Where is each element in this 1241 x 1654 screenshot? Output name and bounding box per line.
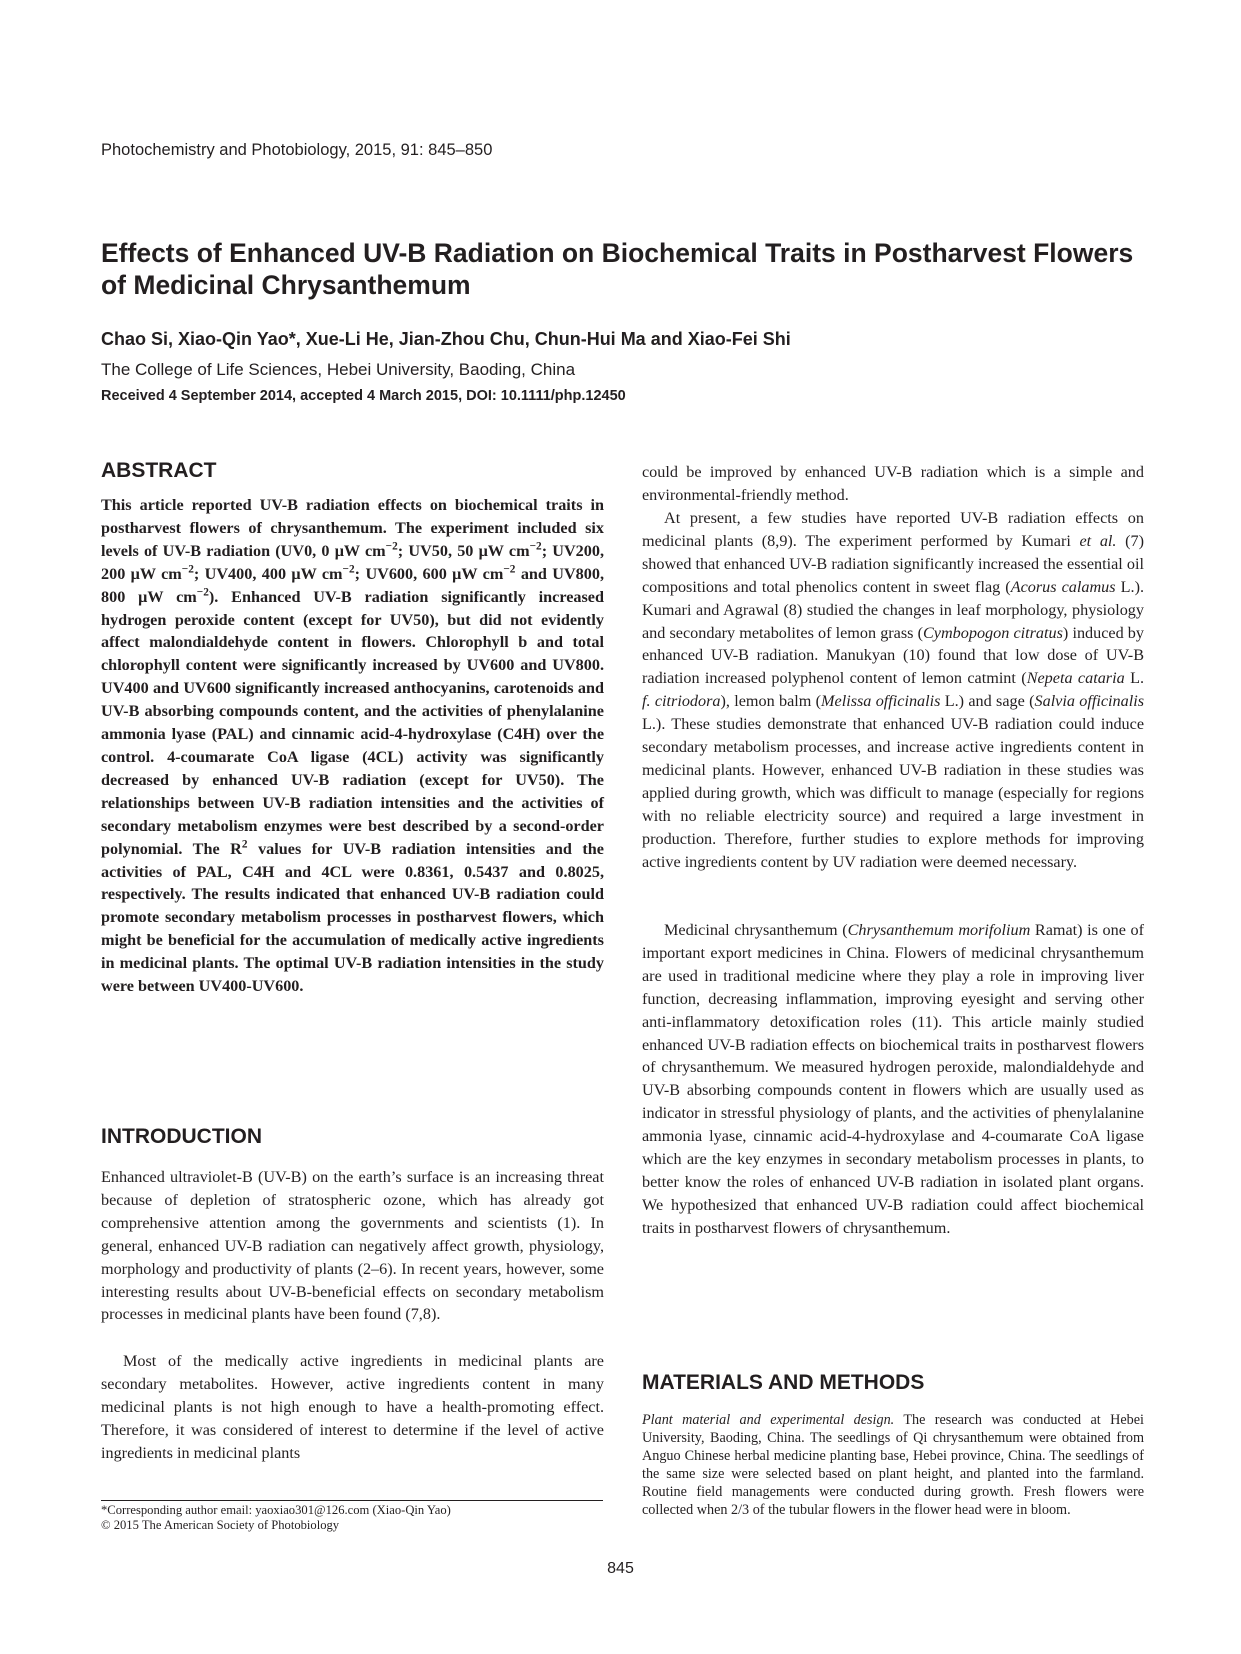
received-dates-doi: Received 4 September 2014, accepted 4 March 2015, DOI: 10.1111/php.12450 [101, 388, 626, 404]
article-title: Effects of Enhanced UV-B Radiation on Biochemical Traits in Postharvest Flowers of Medicinal Chrysanthemum [101, 238, 1134, 300]
methods-heading: MATERIALS AND METHODS [642, 1371, 925, 1394]
intro-paragraph-4: Medicinal chrysanthemum (Chrysanthemum morifolium Ramat) is one of important export medicines in China. Flowers of medicinal chrysanthemum are used in traditional medicine where they play a role in improving liver function, decreasing inflammation, improving eyesight and serving other anti-inflammatory detoxification roles (11). This article mainly studied enhanced UV-B radiation effects on biochemical traits in postharvest flowers of chrysanthemum. We measured hydrogen peroxide, malondialdehyde and UV-B absorbing compounds content in flowers which are usually used as indicator in stressful physiology of plants, and the activities of phenylalanine ammonia lyase, cinnamic acid-4-hydroxylase and 4-coumarate CoA ligase which are the key enzymes in secondary metabolism processes in plants, to better know the roles of enhanced UV-B radiation in isolated plant organs. We hypothesized that enhanced UV-B radiation could affect biochemical traits in postharvest flowers of chrysanthemum. [642, 921, 1144, 1237]
author-list: Chao Si, Xiao-Qin Yao*, Xue-Li He, Jian-Zhou Chu, Chun-Hui Ma and Xiao-Fei Shi [101, 329, 791, 349]
copyright-note: © 2015 The American Society of Photobiology [101, 1518, 340, 1532]
abstract-text: This article reported UV-B radiation effects on biochemical traits in postharvest flowers of chrysanthemum. The experiment included six levels of UV-B radiation (UV0, 0 μW $cm^{-2}$; UV50, 50 μW $cm^{-2}$; UV200, 200 μW $cm^{-2}$; UV400, 400 μW $cm^{-2}$; UV600, 600 μW $cm^{-2}$ and UV800, 800 μW $cm^{-2}$). Enhanced UV-B radiation significantly increased hydrogen peroxide content (except for UV50), but did not evidently affect malondialdehyde content in flowers. Chlorophyll b and total chlorophyll content were significantly increased by UV600 and UV800. UV400 and UV600 significantly increased anthocyanins, carotenoids and UV-B absorbing compounds content, and the activities of phenylalanine ammonia lyase (PAL) and cinnamic acid-4-hydroxylase (C4H) over the control. 4-coumarate CoA ligase (4CL) activity was significantly decreased by enhanced UV-B radiation (except for UV50). The relationships between UV-B radiation intensities and the activities of secondary metabolism enzymes were best described by a second-order polynomial. The $R^2$ values for UV-B radiation intensities and the activities of PAL, C4H and 4CL were 0.8361, 0.5437 and 0.8025, respectively. The results indicated that enhanced UV-B radiation could promote secondary metabolism processes in postharvest flowers, which might be beneficial for the accumulation of medically active ingredients in medicinal plants. The optimal UV-B radiation intensities in the study were between UV400-UV600. [101, 496, 605, 996]
introduction-heading: INTRODUCTION [101, 1125, 262, 1148]
journal-citation: Photochemistry and Photobiology, 2015, 91: 845–850 [101, 141, 493, 159]
affiliation: The College of Life Sciences, Hebei University, Baoding, China [101, 360, 576, 379]
abstract-heading: ABSTRACT [101, 459, 217, 482]
page-number: 845 [607, 1560, 634, 1577]
footnote-divider [101, 1500, 603, 1501]
footnote [101, 1503, 604, 1533]
methods-paragraph: Plant material and experimental design. The research was conducted at Hebei University, Baoding, China. The seedlings of Qi chrysanthemum were obtained from Anguo Chinese herbal medicine planting base, Hebei province, China. The seedlings of the same size were selected based on plant height, and planted into the farmland. Routine field managements were conducted during growth. Fresh flowers were collected when 2/3 of the tubular flowers in the flower head were in bloom. [642, 1412, 1144, 1519]
intro-paragraph-2: Most of the medically active ingredients in medicinal plants are secondary metabolites. However, active ingredients content in many medicinal plants is not high enough to have a health-promoting effect. Therefore, it was considered of interest to determine if the level of active ingredients in medicinal plants [101, 1352, 604, 1462]
methods-subheading: Plant material and experimental design. [642, 1412, 895, 1428]
intro-paragraph-3: At present, a few studies have reported UV-B radiation effects on medicinal plants (8,9). The experiment performed by Kumari et al. (7) showed that enhanced UV-B radiation significantly increased the essential oil compositions and total phenolics content in sweet flag (Acorus calamus L.). Kumari and Agrawal (8) studied the changes in leaf morphology, physiology and secondary metabolites of lemon grass (Cymbopogon citratus) induced by enhanced UV-B radiation. Manukyan (10) found that low dose of UV-B radiation increased polyphenol content of lemon catmint (Nepeta cataria L. f. citriodora), lemon balm (Melissa officinalis L.) and sage (Salvia officinalis L.). These studies demonstrate that enhanced UV-B radiation could induce secondary metabolism processes, and increase active ingredients content in medicinal plants. However, enhanced UV-B radiation in these studies was applied during growth, which was difficult to manage (especially for regions with no reliable electricity source) and required a large investment in production. Therefore, further studies to explore methods for improving active ingredients content by UV radiation were deemed necessary. [642, 509, 1145, 871]
corresponding-author-note: *Corresponding author email: yaoxiao301@126.com (Xiao-Qin Yao) [101, 1503, 451, 1517]
intro-paragraph-1: Enhanced ultraviolet-B (UV-B) on the earth’s surface is an increasing threat because of depletion of stratospheric ozone, which has already got comprehensive attention among the governments and scientists (1). In general, enhanced UV-B radiation can negatively affect growth, physiology, morphology and productivity of plants (2–6). In recent years, however, some interesting results about UV-B-beneficial effects on secondary metabolism processes in medicinal plants have been found (7,8). [101, 1168, 604, 1324]
intro-paragraph-2-continued: could be improved by enhanced UV-B radiation which is a simple and environmental-friendly method. [642, 463, 1144, 504]
